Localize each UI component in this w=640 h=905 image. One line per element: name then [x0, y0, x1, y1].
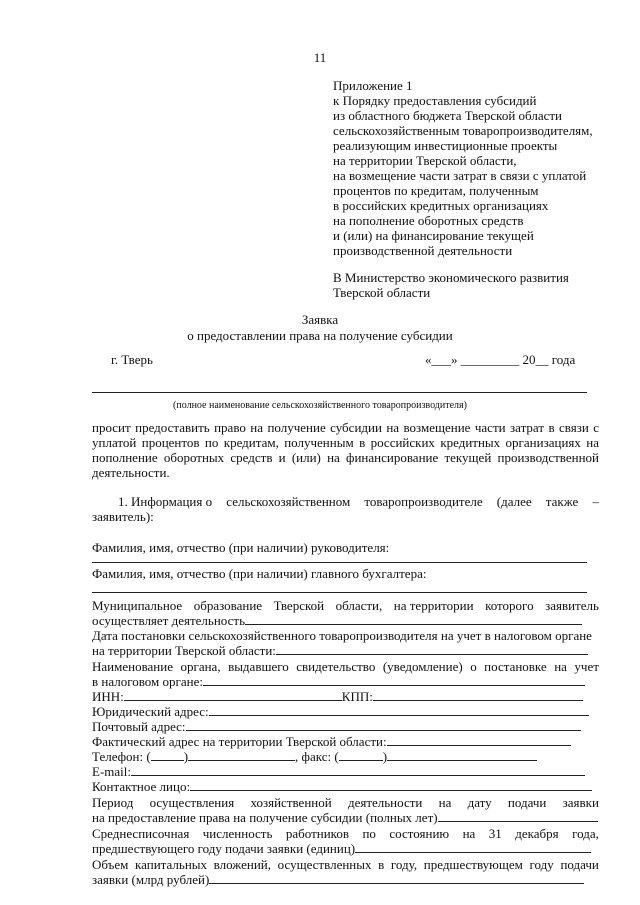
- municipality-field[interactable]: [245, 613, 582, 625]
- tax-registration-field[interactable]: [276, 643, 588, 655]
- phone-fax-line: Телефон: ( ) , факс: ( ): [92, 749, 537, 764]
- appendix-line: на территории Тверской области,: [333, 153, 517, 168]
- accountant-name-field[interactable]: [92, 592, 587, 593]
- inn-field[interactable]: [124, 689, 342, 701]
- authority-line2: в налоговом органе:: [92, 674, 585, 689]
- municipality-line1: Муниципальное образование Тверской области, на территории которого заявитель: [92, 598, 599, 613]
- accountant-name-label: Фамилия, имя, отчество (при наличии) главного бухгалтера:: [92, 566, 427, 581]
- authority-line1: Наименование органа, выдавшего свидетельство (уведомление) о постановке на учет: [92, 659, 599, 674]
- email-field[interactable]: [131, 764, 585, 776]
- producer-name-field[interactable]: [92, 392, 587, 393]
- inn-label: ИНН:: [92, 689, 124, 704]
- capex-field[interactable]: [209, 872, 584, 884]
- tax-registration-line1: Дата постановки сельскохозяйственного товаропроизводителя на учет в налоговом органе: [92, 628, 592, 643]
- appendix-line: Приложение 1: [333, 78, 413, 93]
- addressee-line: Тверской области: [333, 285, 431, 300]
- appendix-line: на возмещение части затрат в связи с уплатой: [333, 168, 587, 183]
- phone-label: Телефон: (: [92, 749, 151, 764]
- fax-code-field[interactable]: [339, 749, 383, 761]
- municipality-line2: осуществляет деятельность: [92, 613, 582, 628]
- appendix-line: реализующим инвестиционные проекты: [333, 138, 558, 153]
- phone-number-field[interactable]: [188, 749, 295, 761]
- section1-title-line2: заявитель):: [92, 509, 154, 524]
- period-field[interactable]: [438, 810, 598, 822]
- appendix-line: из областного бюджета Тверской области: [333, 108, 562, 123]
- staff-line1: Среднесписочная численность работников по состоянию на 31 декабря года,: [92, 826, 599, 841]
- staff-line2: предшествующего году подачи заявки (единиц): [92, 841, 591, 856]
- fax-number-field[interactable]: [387, 749, 537, 761]
- head-name-label: Фамилия, имя, отчество (при наличии) руководителя:: [92, 540, 390, 555]
- period-line1: Период осуществления хозяйственной деятельности на дату подачи заявки: [92, 795, 599, 810]
- actual-address-field[interactable]: [387, 734, 571, 746]
- kpp-field[interactable]: [373, 689, 583, 701]
- capex-line2: заявки (млрд рублей): [92, 872, 584, 887]
- appendix-line: и (или) на финансирование текущей: [333, 228, 534, 243]
- date-line[interactable]: «___» _________ 20__ года: [425, 352, 576, 367]
- authority-field[interactable]: [203, 674, 585, 686]
- legal-address-line: Юридический адрес:: [92, 704, 589, 719]
- addressee-line: В Министерство экономического развития: [333, 270, 569, 285]
- tax-registration-line2: на территории Тверской области:: [92, 643, 588, 658]
- appendix-line: к Порядку предоставления субсидий: [333, 93, 537, 108]
- addressee-block: [333, 270, 633, 300]
- kpp-label: КПП:: [341, 689, 373, 704]
- document-subtitle: о предоставлении права на получение субсидии: [187, 328, 453, 343]
- place-label: г. Тверь: [111, 352, 153, 367]
- head-name-field[interactable]: [92, 562, 587, 563]
- document-title: Заявка: [301, 312, 339, 327]
- period-line2: на предоставление права на получение субсидии (полных лет): [92, 810, 598, 825]
- staff-field[interactable]: [355, 841, 591, 853]
- inn-kpp-line: [92, 689, 583, 704]
- email-line: E-mail:: [92, 764, 585, 779]
- appendix-header: [333, 78, 633, 258]
- appendix-line: сельскохозяйственным товаропроизводителям,: [333, 123, 593, 138]
- section1-title-line1: 1. Информация о сельскохозяйственном товаропроизводителе (далее также –: [118, 494, 599, 509]
- producer-name-caption: (полное наименование сельскохозяйственного товаропроизводителя): [173, 400, 467, 411]
- contact-line: Контактное лицо:: [92, 779, 592, 794]
- legal-address-field[interactable]: [209, 704, 589, 716]
- appendix-line: в российских кредитных организациях: [333, 198, 549, 213]
- capex-line1: Объем капитальных вложений, осуществленных в году, предшествующем году подачи: [92, 857, 599, 872]
- postal-address-field[interactable]: [186, 719, 581, 731]
- request-paragraph: просит предоставить право на получение субсидии на возмещение части затрат в связи с уплатой процентов по кредитам, полученным в российских кредитных организациях на пополнение оборотных средств и (или) на финансирование текущей производственной деятельности.: [92, 420, 599, 480]
- phone-code-field[interactable]: [151, 749, 184, 761]
- actual-address-line: Фактический адрес на территории Тверской области:: [92, 734, 571, 749]
- page-number: 11: [313, 50, 327, 65]
- appendix-line: производственной деятельности: [333, 243, 513, 258]
- postal-address-line: Почтовый адрес:: [92, 719, 581, 734]
- fax-label: , факс: (: [295, 749, 339, 764]
- appendix-line: процентов по кредитам, полученным: [333, 183, 539, 198]
- contact-field[interactable]: [190, 779, 592, 791]
- appendix-line: на пополнение оборотных средств: [333, 213, 524, 228]
